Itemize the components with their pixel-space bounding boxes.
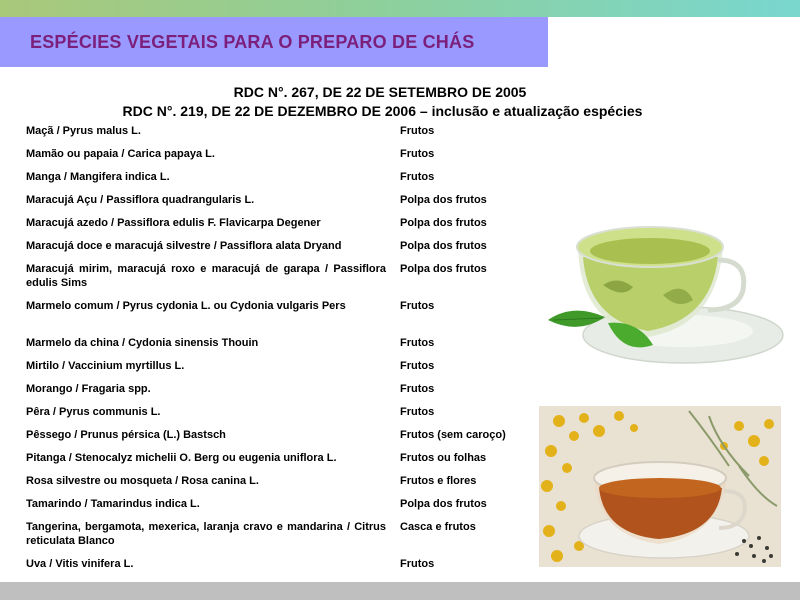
table-row <box>26 262 540 299</box>
species-name: Rosa silvestre ou mosqueta / Rosa canina L. <box>26 475 259 487</box>
species-name: Pêssego / Prunus pérsica (L.) Bastsch <box>26 429 226 441</box>
plant-part: Frutos <box>400 360 435 372</box>
species-name: Tamarindo / Tamarindus indica L. <box>26 498 200 510</box>
table-row <box>26 382 540 405</box>
table-row <box>26 557 540 580</box>
plant-part: Polpa dos frutos <box>400 240 487 252</box>
rdc-line-2 <box>0 103 765 119</box>
plant-part: Polpa dos frutos <box>400 217 487 229</box>
plant-part: Frutos e flores <box>400 475 477 487</box>
table-row <box>26 124 540 147</box>
top-gradient-bar <box>0 0 800 17</box>
table-row <box>26 239 540 262</box>
species-name: Mirtilo / Vaccinium myrtillus L. <box>26 360 185 372</box>
green-tea-cup-image <box>543 215 788 375</box>
species-name: Uva / Vitis vinifera L. <box>26 558 134 570</box>
plant-part: Frutos ou folhas <box>400 452 487 464</box>
rdc-line-2-note: – inclusão e atualização espécies <box>416 103 643 119</box>
table-row <box>26 451 540 474</box>
table-row <box>26 405 540 428</box>
species-name: Marmelo da china / Cydonia sinensis Thouin <box>26 337 259 349</box>
species-name: Morango / Fragaria spp. <box>26 383 151 395</box>
species-name: Maçã / Pyrus malus L. <box>26 125 141 137</box>
species-name: Maracujá Açu / Passiflora quadrangularis L. <box>26 194 255 206</box>
species-name: Pêra / Pyrus communis L. <box>26 406 161 418</box>
table-row <box>26 336 540 359</box>
table-row <box>26 193 540 216</box>
species-table <box>26 124 540 580</box>
herbal-tea-image <box>539 406 781 567</box>
species-name: Tangerina, bergamota, mexerica, laranja cravo e mandarina / Citrus reticulata Blanco <box>26 521 386 547</box>
species-name: Maracujá mirim, maracujá roxo e maracujá de garapa / Passiflora edulis Sims <box>26 263 386 289</box>
plant-part: Frutos <box>400 406 435 418</box>
table-row <box>26 520 540 557</box>
table-row <box>26 497 540 520</box>
plant-part: Polpa dos frutos <box>400 263 487 275</box>
species-name: Mamão ou papaia / Carica papaya L. <box>26 148 215 160</box>
species-name: Maracujá azedo / Passiflora edulis F. Flavicarpa Degener <box>26 217 321 229</box>
plant-part: Frutos <box>400 383 435 395</box>
bottom-bar <box>0 582 800 600</box>
plant-part: Frutos <box>400 148 435 160</box>
species-name: Pitanga / Stenocalyz michelii O. Berg ou eugenia uniflora L. <box>26 452 337 464</box>
table-row <box>26 359 540 382</box>
plant-part: Frutos <box>400 337 435 349</box>
plant-part: Polpa dos frutos <box>400 194 487 206</box>
plant-part: Frutos <box>400 300 435 312</box>
species-name: Maracujá doce e maracujá silvestre / Passiflora alata Dryand <box>26 240 342 252</box>
table-row <box>26 170 540 193</box>
plant-part: Frutos <box>400 171 435 183</box>
plant-part: Frutos (sem caroço) <box>400 429 506 441</box>
plant-part: Frutos <box>400 125 435 137</box>
plant-part: Polpa dos frutos <box>400 498 487 510</box>
plant-part: Frutos <box>400 558 435 570</box>
species-name: Manga / Mangifera indica L. <box>26 171 170 183</box>
plant-part: Casca e frutos <box>400 521 476 533</box>
rdc-line-1: RDC N°. 267, DE 22 DE SETEMBRO DE 2005 <box>233 84 527 100</box>
page-title: ESPÉCIES VEGETAIS PARA O PREPARO DE CHÁS <box>30 32 475 52</box>
table-row <box>26 299 540 336</box>
table-row <box>26 474 540 497</box>
table-row <box>26 147 540 170</box>
title-banner <box>0 17 548 67</box>
table-row <box>26 216 540 239</box>
table-row <box>26 428 540 451</box>
species-name: Marmelo comum / Pyrus cydonia L. ou Cydonia vulgaris Pers <box>26 300 346 312</box>
rdc-line-2-ref: RDC N°. 219, DE 22 DE DEZEMBRO DE 2006 <box>122 103 416 119</box>
